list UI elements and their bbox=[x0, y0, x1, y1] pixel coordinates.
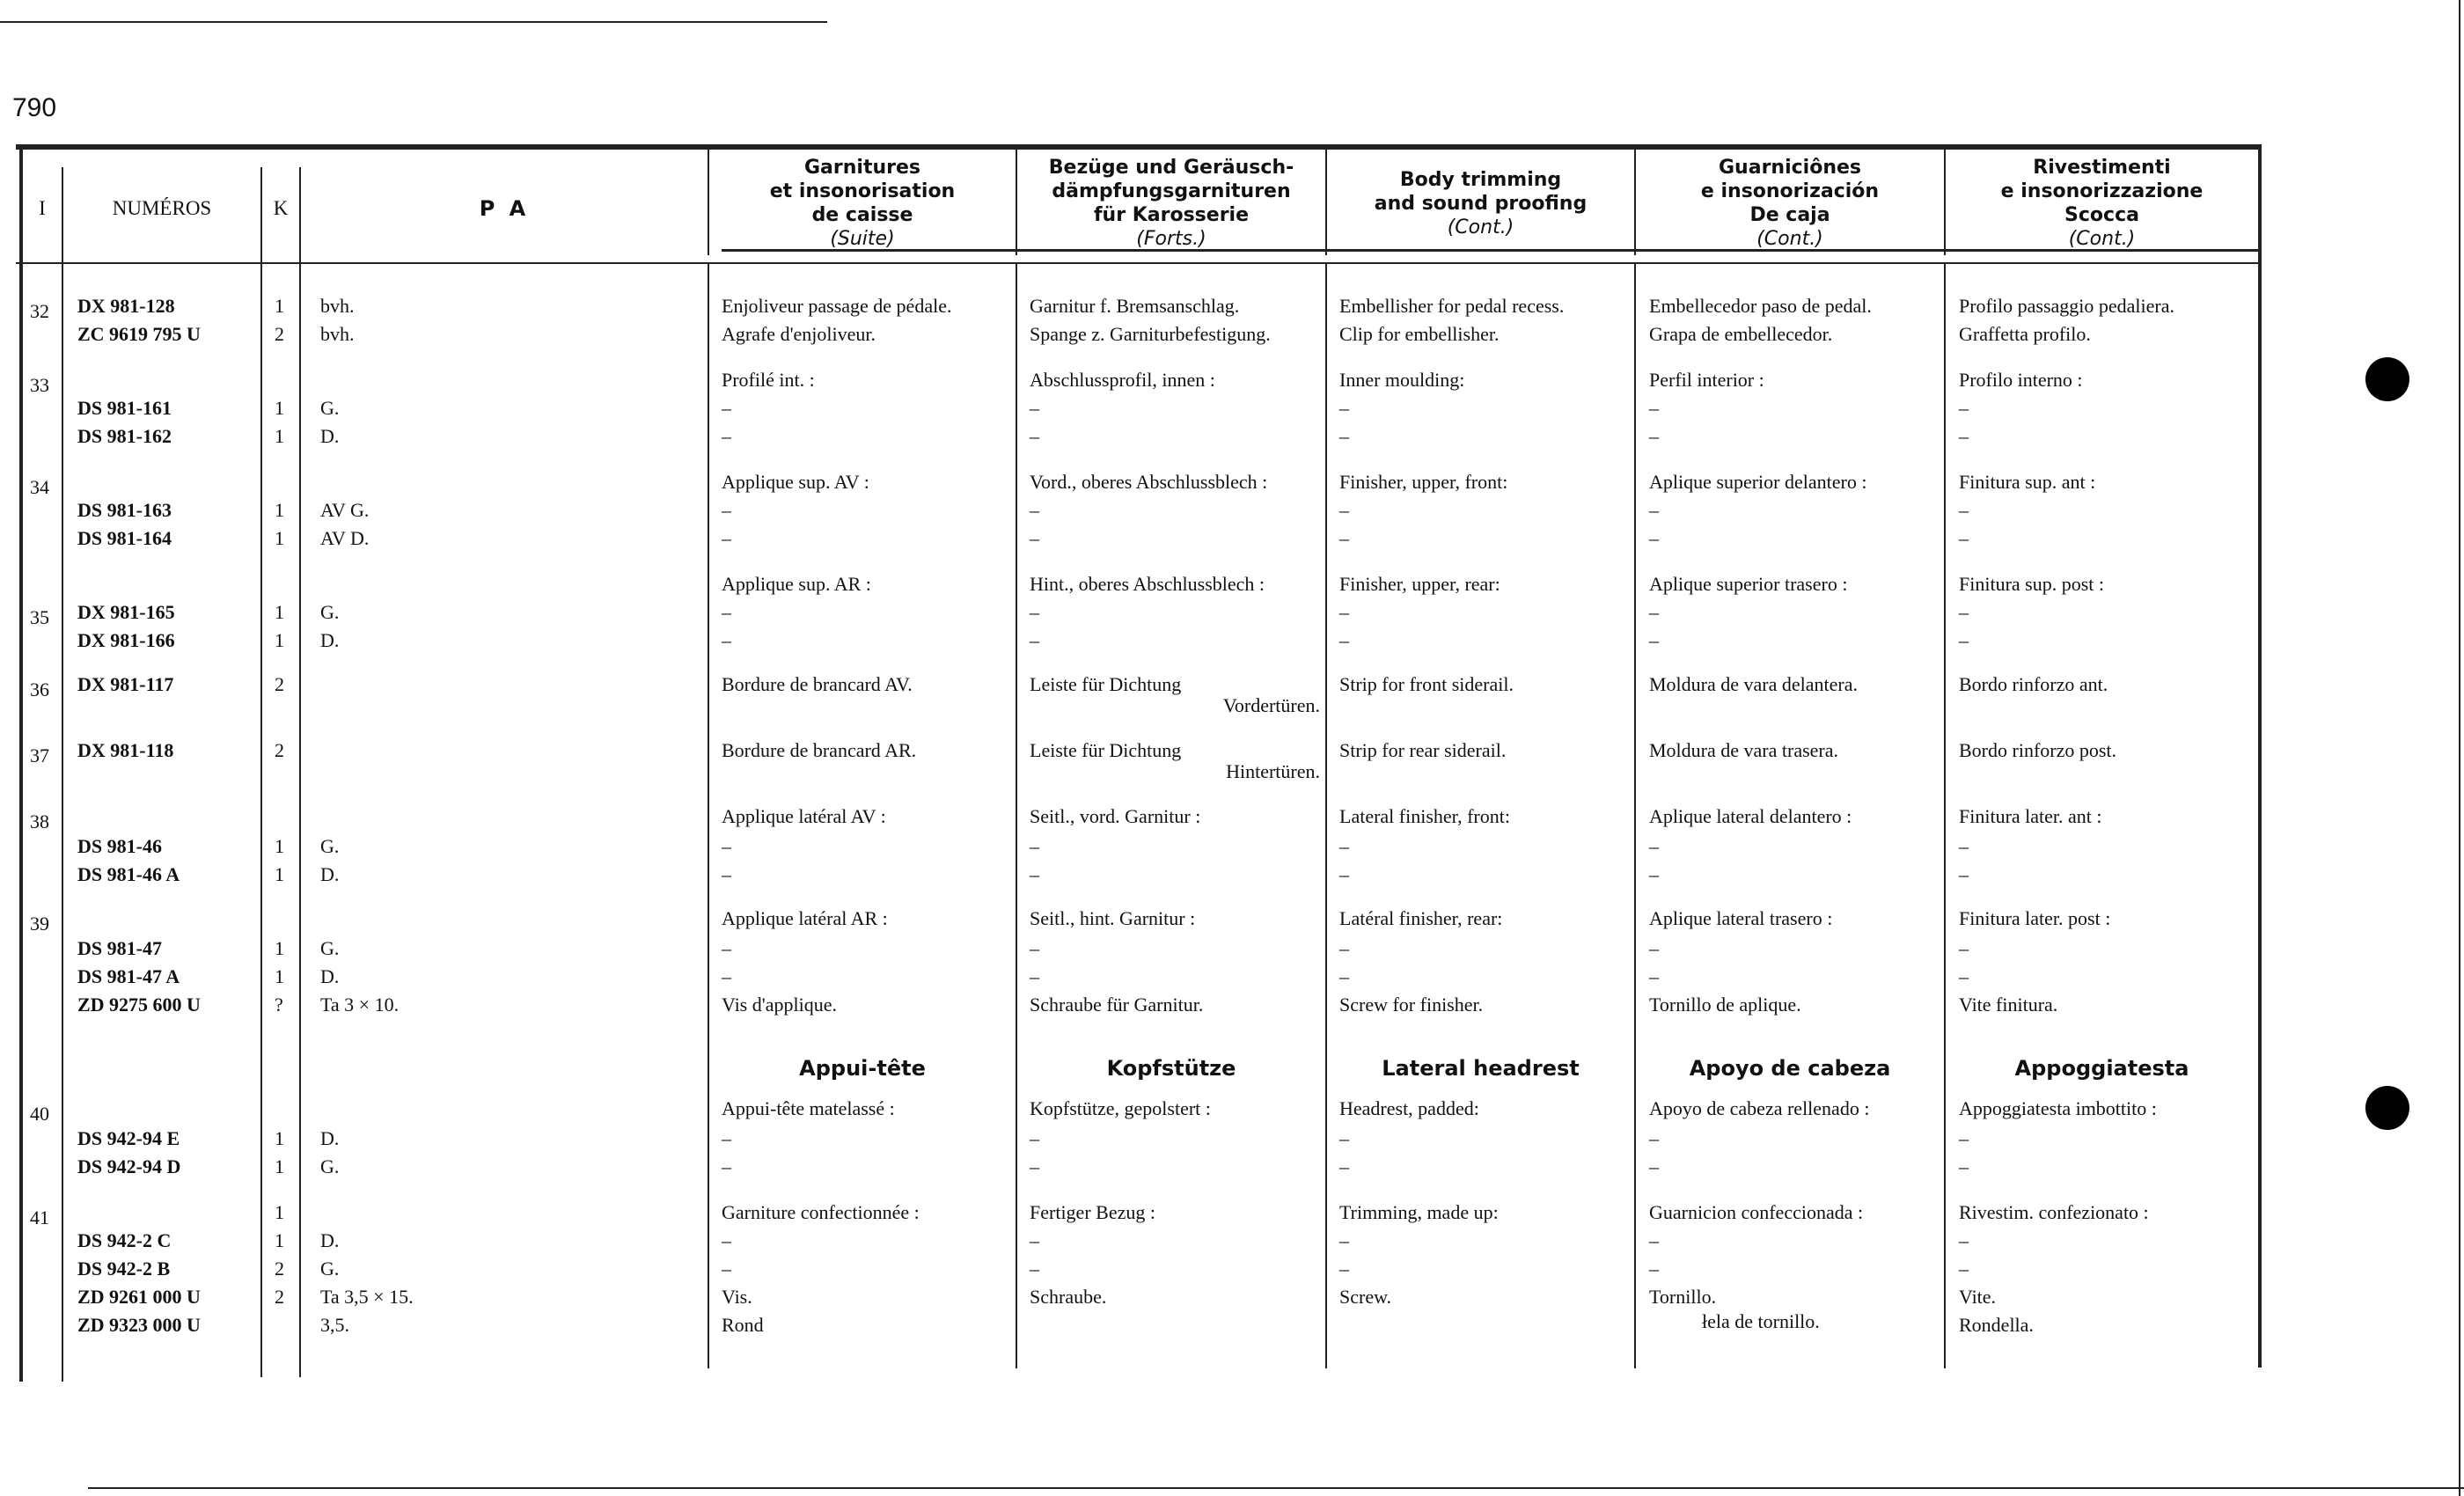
description-col-5: – bbox=[1959, 601, 1969, 623]
description-col-1: Enjoliveur passage de pédale. bbox=[722, 295, 952, 317]
quantity-k: 1 bbox=[275, 1127, 284, 1149]
section-header-headrest: Apoyo de cabeza bbox=[1689, 1056, 1891, 1081]
header-line: de caisse bbox=[811, 204, 913, 226]
description-col-5: Finitura sup. post : bbox=[1959, 573, 2105, 595]
section-header-headrest: Kopfstütze bbox=[1106, 1056, 1236, 1081]
quantity-k: 1 bbox=[275, 425, 284, 447]
description-col-2: – bbox=[1030, 425, 1039, 447]
description-col-1: – bbox=[722, 1155, 731, 1177]
header-sub: (Cont.) bbox=[2068, 228, 2136, 250]
part-number: ZD 9275 600 U bbox=[77, 994, 201, 1016]
description-col-4: Grapa de embellecedor. bbox=[1649, 323, 1833, 345]
description-col-1: Vis d'applique. bbox=[722, 994, 837, 1016]
part-number: DS 981-163 bbox=[77, 499, 172, 521]
description-continuation: Vordertüren. bbox=[1222, 694, 1320, 716]
header-line: et insonorisation bbox=[769, 180, 956, 202]
description-col-4: – bbox=[1649, 397, 1659, 419]
header-sub: (Suite) bbox=[830, 228, 895, 250]
description-col-1: Applique sup. AR : bbox=[722, 573, 871, 595]
quantity-k: 2 bbox=[275, 673, 284, 695]
description-col-3: Latéral finisher, rear: bbox=[1339, 907, 1503, 929]
quantity-k: 1 bbox=[275, 835, 284, 857]
description-col-2: – bbox=[1030, 937, 1039, 959]
row-index: 34 bbox=[30, 476, 49, 498]
page-number: 790 bbox=[12, 93, 57, 122]
description-col-2: – bbox=[1030, 1127, 1039, 1149]
description-col-2: Spange z. Garniturbefestigung. bbox=[1030, 323, 1271, 345]
description-col-4: Aplique lateral trasero : bbox=[1649, 907, 1833, 929]
quantity-k: 1 bbox=[275, 527, 284, 549]
description-col-1: – bbox=[722, 601, 731, 623]
description-col-3: – bbox=[1339, 835, 1349, 857]
description-col-1: – bbox=[722, 965, 731, 987]
description-col-5: – bbox=[1959, 1155, 1969, 1177]
section-header-headrest: Appui-tête bbox=[799, 1056, 926, 1081]
description-col-5: Bordo rinforzo ant. bbox=[1959, 673, 2108, 695]
description-col-1: Applique latéral AR : bbox=[722, 907, 888, 929]
description-col-2: – bbox=[1030, 965, 1039, 987]
description-col-2: – bbox=[1030, 863, 1039, 885]
header-line: Body trimming bbox=[1399, 168, 1562, 191]
description-col-1: Appui-tête matelassé : bbox=[722, 1097, 895, 1119]
description-continuation: Hintertüren. bbox=[1226, 760, 1320, 782]
description-col-1: – bbox=[722, 629, 731, 651]
description-col-4: Moldura de vara delantera. bbox=[1649, 673, 1858, 695]
section-header-headrest: Appoggiatesta bbox=[2014, 1056, 2189, 1081]
description-col-2: Seitl., vord. Garnitur : bbox=[1030, 805, 1201, 827]
pa-code: G. bbox=[320, 835, 340, 857]
header-lang-col-5 bbox=[1946, 151, 2258, 255]
description-col-4: – bbox=[1649, 1258, 1659, 1280]
description-col-5: – bbox=[1959, 1127, 1969, 1149]
description-col-2: Garnitur f. Bremsanschlag. bbox=[1030, 295, 1240, 317]
description-col-5: Finitura sup. ant : bbox=[1959, 471, 2096, 493]
description-col-5: – bbox=[1959, 863, 1969, 885]
part-number: ZD 9323 000 U bbox=[77, 1314, 201, 1336]
pa-code: D. bbox=[320, 965, 340, 987]
col-border-pa-body bbox=[708, 264, 709, 1368]
description-col-3: – bbox=[1339, 1127, 1349, 1149]
quantity-k: 2 bbox=[275, 1286, 284, 1308]
part-number: DS 981-47 bbox=[77, 937, 162, 959]
row-index: 35 bbox=[30, 606, 49, 628]
description-col-2: – bbox=[1030, 527, 1039, 549]
description-col-4: – bbox=[1649, 425, 1659, 447]
row-index: 32 bbox=[30, 300, 49, 322]
description-col-3: Strip for rear siderail. bbox=[1339, 739, 1507, 761]
pa-code: bvh. bbox=[320, 295, 355, 317]
quantity-k: 2 bbox=[275, 1258, 284, 1280]
description-col-2: Schraube für Garnitur. bbox=[1030, 994, 1204, 1016]
description-col-2: – bbox=[1030, 835, 1039, 857]
header-line: e insonorizzazione bbox=[2000, 180, 2204, 202]
part-number: DS 981-164 bbox=[77, 527, 172, 549]
part-number: DS 942-2 B bbox=[77, 1258, 171, 1280]
pa-code: AV D. bbox=[320, 527, 370, 549]
description-col-3: Headrest, padded: bbox=[1339, 1097, 1479, 1119]
row-index: 39 bbox=[30, 913, 49, 935]
quantity-k: 1 bbox=[275, 295, 284, 317]
pa-code: D. bbox=[320, 1229, 340, 1251]
pa-code: Ta 3,5 × 15. bbox=[320, 1286, 414, 1308]
description-col-4: Apoyo de cabeza rellenado : bbox=[1649, 1097, 1870, 1119]
description-col-3: – bbox=[1339, 965, 1349, 987]
col-border-c4-body bbox=[1944, 264, 1946, 1368]
header-lang-col-3 bbox=[1327, 151, 1634, 255]
description-col-1: – bbox=[722, 1229, 731, 1251]
description-col-5: – bbox=[1959, 1258, 1969, 1280]
quantity-k: 1 bbox=[275, 629, 284, 651]
description-col-3: Clip for embellisher. bbox=[1339, 323, 1500, 345]
header-lang-col-4 bbox=[1636, 151, 1944, 255]
pa-code: 3,5. bbox=[320, 1314, 349, 1336]
quantity-k: 1 bbox=[275, 937, 284, 959]
col-border-index bbox=[62, 167, 63, 1382]
col-border-left bbox=[19, 150, 23, 1382]
description-col-4: Aplique superior trasero : bbox=[1649, 573, 1848, 595]
page-right-edge bbox=[2459, 0, 2460, 1496]
description-col-2: Abschlussprofil, innen : bbox=[1030, 369, 1215, 391]
description-col-2: Schraube. bbox=[1030, 1286, 1107, 1308]
header-line: De caja bbox=[1749, 204, 1830, 226]
description-col-3: – bbox=[1339, 1229, 1349, 1251]
quantity-k: 1 bbox=[275, 499, 284, 521]
quantity-k: 2 bbox=[275, 739, 284, 761]
pa-code: Ta 3 × 10. bbox=[320, 994, 400, 1016]
row-index: 40 bbox=[30, 1103, 49, 1125]
header-pa: P A bbox=[479, 196, 530, 221]
part-number: DS 981-46 bbox=[77, 835, 162, 857]
header-lang-col-2 bbox=[1017, 151, 1325, 255]
part-number: ZD 9261 000 U bbox=[77, 1286, 201, 1308]
section-header-headrest: Lateral headrest bbox=[1382, 1056, 1580, 1081]
quantity-k: ? bbox=[275, 994, 283, 1016]
col-border-numbers bbox=[260, 167, 262, 1377]
description-col-1: – bbox=[722, 1127, 731, 1149]
pa-code: AV G. bbox=[320, 499, 370, 521]
description-col-4: – bbox=[1649, 835, 1659, 857]
row-index: 33 bbox=[30, 374, 49, 396]
description-col-4: Tornillo. bbox=[1649, 1286, 1717, 1308]
description-col-3: Inner moulding: bbox=[1339, 369, 1465, 391]
row-index: 37 bbox=[30, 744, 49, 766]
quantity-k: 1 bbox=[275, 601, 284, 623]
pa-code: G. bbox=[320, 601, 340, 623]
description-col-5: Vite. bbox=[1959, 1286, 1997, 1308]
quantity-k: 1 bbox=[275, 397, 284, 419]
description-col-1: Profilé int. : bbox=[722, 369, 815, 391]
header-line: Guarniciônes bbox=[1719, 157, 1861, 179]
description-col-5: – bbox=[1959, 835, 1969, 857]
header-line: Garnitures bbox=[804, 157, 920, 179]
description-col-3: – bbox=[1339, 1155, 1349, 1177]
description-col-2: – bbox=[1030, 397, 1039, 419]
quantity-k: 1 bbox=[275, 1201, 284, 1223]
description-col-1: Applique latéral AV : bbox=[722, 805, 886, 827]
header-sub: (Cont.) bbox=[1447, 216, 1514, 238]
description-col-4: – bbox=[1649, 629, 1659, 651]
description-col-1: – bbox=[722, 835, 731, 857]
description-col-5: – bbox=[1959, 965, 1969, 987]
description-col-5: Rivestim. confezionato : bbox=[1959, 1201, 2149, 1223]
quantity-k: 1 bbox=[275, 965, 284, 987]
punch-hole-lower bbox=[2365, 1086, 2409, 1130]
description-col-3: – bbox=[1339, 425, 1349, 447]
description-col-1: – bbox=[722, 425, 731, 447]
pa-code: D. bbox=[320, 1127, 340, 1149]
description-col-3: – bbox=[1339, 601, 1349, 623]
col-border-c1-body bbox=[1016, 264, 1017, 1368]
description-continuation: łela de tornillo. bbox=[1702, 1310, 1820, 1332]
description-col-2: Kopfstütze, gepolstert : bbox=[1030, 1097, 1211, 1119]
description-col-5: – bbox=[1959, 937, 1969, 959]
description-col-3: Strip for front siderail. bbox=[1339, 673, 1514, 695]
pa-code: D. bbox=[320, 425, 340, 447]
top-rule bbox=[0, 21, 827, 23]
part-number: DS 981-161 bbox=[77, 397, 172, 419]
header-line: dämpfungsgarnituren bbox=[1052, 180, 1291, 202]
description-col-5: – bbox=[1959, 527, 1969, 549]
description-col-4: Moldura de vara trasera. bbox=[1649, 739, 1839, 761]
description-col-4: – bbox=[1649, 527, 1659, 549]
description-col-5: Graffetta profilo. bbox=[1959, 323, 2091, 345]
header-line: Bezüge und Geräusch- bbox=[1048, 157, 1294, 179]
punch-hole-upper bbox=[2365, 357, 2409, 401]
description-col-4: Tornillo de aplique. bbox=[1649, 994, 1801, 1016]
part-number: ZC 9619 795 U bbox=[77, 323, 201, 345]
description-col-2: – bbox=[1030, 601, 1039, 623]
description-col-3: Trimming, made up: bbox=[1339, 1201, 1499, 1223]
description-col-3: – bbox=[1339, 527, 1349, 549]
pa-code: G. bbox=[320, 1258, 340, 1280]
header-sub: (Cont.) bbox=[1756, 228, 1823, 250]
description-col-5: Finitura later. post : bbox=[1959, 907, 2111, 929]
part-number: DX 981-166 bbox=[77, 629, 175, 651]
quantity-k: 1 bbox=[275, 863, 284, 885]
description-col-4: – bbox=[1649, 499, 1659, 521]
quantity-k: 2 bbox=[275, 323, 284, 345]
header-numbers: NUMÉROS bbox=[112, 197, 212, 219]
description-col-1: Agrafe d'enjoliveur. bbox=[722, 323, 876, 345]
description-col-5: Profilo interno : bbox=[1959, 369, 2083, 391]
header-sub: (Forts.) bbox=[1136, 228, 1206, 250]
description-col-5: – bbox=[1959, 397, 1969, 419]
description-col-3: Screw. bbox=[1339, 1286, 1392, 1308]
description-col-1: Garniture confectionnée : bbox=[722, 1201, 920, 1223]
header-k: K bbox=[273, 197, 289, 219]
description-col-2: – bbox=[1030, 629, 1039, 651]
header-line: für Karosserie bbox=[1093, 204, 1250, 226]
description-col-3: – bbox=[1339, 1258, 1349, 1280]
description-col-5: Finitura later. ant : bbox=[1959, 805, 2102, 827]
quantity-k: 1 bbox=[275, 1229, 284, 1251]
description-col-1: Rond bbox=[722, 1314, 764, 1336]
description-col-4: – bbox=[1649, 863, 1659, 885]
description-col-4: – bbox=[1649, 1229, 1659, 1251]
header-line: Rivestimenti bbox=[2033, 157, 2171, 179]
part-number: DX 981-128 bbox=[77, 295, 175, 317]
description-col-1: Bordure de brancard AV. bbox=[722, 673, 913, 695]
description-col-3: – bbox=[1339, 397, 1349, 419]
description-col-1: – bbox=[722, 499, 731, 521]
header-line: e insonorización bbox=[1700, 180, 1880, 202]
description-col-4: – bbox=[1649, 1127, 1659, 1149]
description-col-4: – bbox=[1649, 937, 1659, 959]
description-col-4: Aplique superior delantero : bbox=[1649, 471, 1867, 493]
description-col-3: Embellisher for pedal recess. bbox=[1339, 295, 1565, 317]
description-col-5: Profilo passaggio pedaliera. bbox=[1959, 295, 2174, 317]
part-number: DS 942-2 C bbox=[77, 1229, 172, 1251]
description-col-3: – bbox=[1339, 499, 1349, 521]
part-number: DX 981-118 bbox=[77, 739, 174, 761]
part-number: DS 981-162 bbox=[77, 425, 172, 447]
description-col-4: Aplique lateral delantero : bbox=[1649, 805, 1852, 827]
header-lang-col-1 bbox=[709, 151, 1016, 255]
part-number: DS 942-94 D bbox=[77, 1155, 181, 1177]
description-col-2: Vord., oberes Abschlussblech : bbox=[1030, 471, 1268, 493]
bottom-rule bbox=[88, 1487, 2464, 1489]
description-col-5: – bbox=[1959, 629, 1969, 651]
description-col-3: Screw for finisher. bbox=[1339, 994, 1484, 1016]
description-col-3: – bbox=[1339, 629, 1349, 651]
description-col-5: – bbox=[1959, 499, 1969, 521]
col-border-k bbox=[299, 167, 301, 1377]
row-index: 38 bbox=[30, 810, 49, 832]
part-number: DS 942-94 E bbox=[77, 1127, 180, 1149]
description-col-3: – bbox=[1339, 937, 1349, 959]
description-col-4: – bbox=[1649, 1155, 1659, 1177]
table-top-border bbox=[16, 144, 2260, 150]
description-col-4: Guarnicion confeccionada : bbox=[1649, 1201, 1864, 1223]
pa-code: G. bbox=[320, 937, 340, 959]
description-col-2: Seitl., hint. Garnitur : bbox=[1030, 907, 1196, 929]
pa-code: D. bbox=[320, 863, 340, 885]
header-index: I bbox=[39, 197, 46, 219]
row-index: 41 bbox=[30, 1206, 49, 1228]
description-col-2: – bbox=[1030, 1258, 1039, 1280]
description-col-5: – bbox=[1959, 1229, 1969, 1251]
col-border-c2-body bbox=[1325, 264, 1327, 1368]
description-col-2: – bbox=[1030, 1155, 1039, 1177]
description-col-2: Fertiger Bezug : bbox=[1030, 1201, 1155, 1223]
part-number: DS 981-46 A bbox=[77, 863, 180, 885]
col-border-right bbox=[2258, 144, 2262, 1368]
description-col-3: Finisher, upper, front: bbox=[1339, 471, 1508, 493]
description-col-4: – bbox=[1649, 601, 1659, 623]
description-col-1: – bbox=[722, 937, 731, 959]
description-col-5: Vite finitura. bbox=[1959, 994, 2058, 1016]
description-col-1: Vis. bbox=[722, 1286, 752, 1308]
pa-code: bvh. bbox=[320, 323, 355, 345]
col-border-c3-body bbox=[1634, 264, 1636, 1368]
description-col-1: – bbox=[722, 863, 731, 885]
part-number: DX 981-117 bbox=[77, 673, 174, 695]
description-col-4: – bbox=[1649, 965, 1659, 987]
part-number: DX 981-165 bbox=[77, 601, 175, 623]
description-col-1: Bordure de brancard AR. bbox=[722, 739, 917, 761]
description-col-5: – bbox=[1959, 425, 1969, 447]
description-col-4: Perfil interior : bbox=[1649, 369, 1764, 391]
pa-code: G. bbox=[320, 397, 340, 419]
description-col-2: – bbox=[1030, 1229, 1039, 1251]
description-col-1: – bbox=[722, 397, 731, 419]
description-col-3: – bbox=[1339, 863, 1349, 885]
pa-code: G. bbox=[320, 1155, 340, 1177]
description-col-5: Appoggiatesta imbottito : bbox=[1959, 1097, 2157, 1119]
description-col-2: – bbox=[1030, 499, 1039, 521]
description-col-4: Embellecedor paso de pedal. bbox=[1649, 295, 1872, 317]
description-col-2: Hint., oberes Abschlussblech : bbox=[1030, 573, 1265, 595]
description-col-2: Leiste für Dichtung bbox=[1030, 739, 1182, 761]
part-number: DS 981-47 A bbox=[77, 965, 180, 987]
quantity-k: 1 bbox=[275, 1155, 284, 1177]
header-line: Scocca bbox=[2064, 204, 2139, 226]
description-col-1: Applique sup. AV : bbox=[722, 471, 869, 493]
description-col-1: – bbox=[722, 527, 731, 549]
description-col-1: – bbox=[722, 1258, 731, 1280]
description-col-2: Leiste für Dichtung bbox=[1030, 673, 1182, 695]
description-col-3: Finisher, upper, rear: bbox=[1339, 573, 1500, 595]
description-col-5: Rondella. bbox=[1959, 1314, 2034, 1336]
header-line: and sound proofing bbox=[1374, 192, 1588, 215]
description-col-5: Bordo rinforzo post. bbox=[1959, 739, 2117, 761]
row-index: 36 bbox=[30, 678, 49, 700]
description-col-3: Lateral finisher, front: bbox=[1339, 805, 1510, 827]
pa-code: D. bbox=[320, 629, 340, 651]
